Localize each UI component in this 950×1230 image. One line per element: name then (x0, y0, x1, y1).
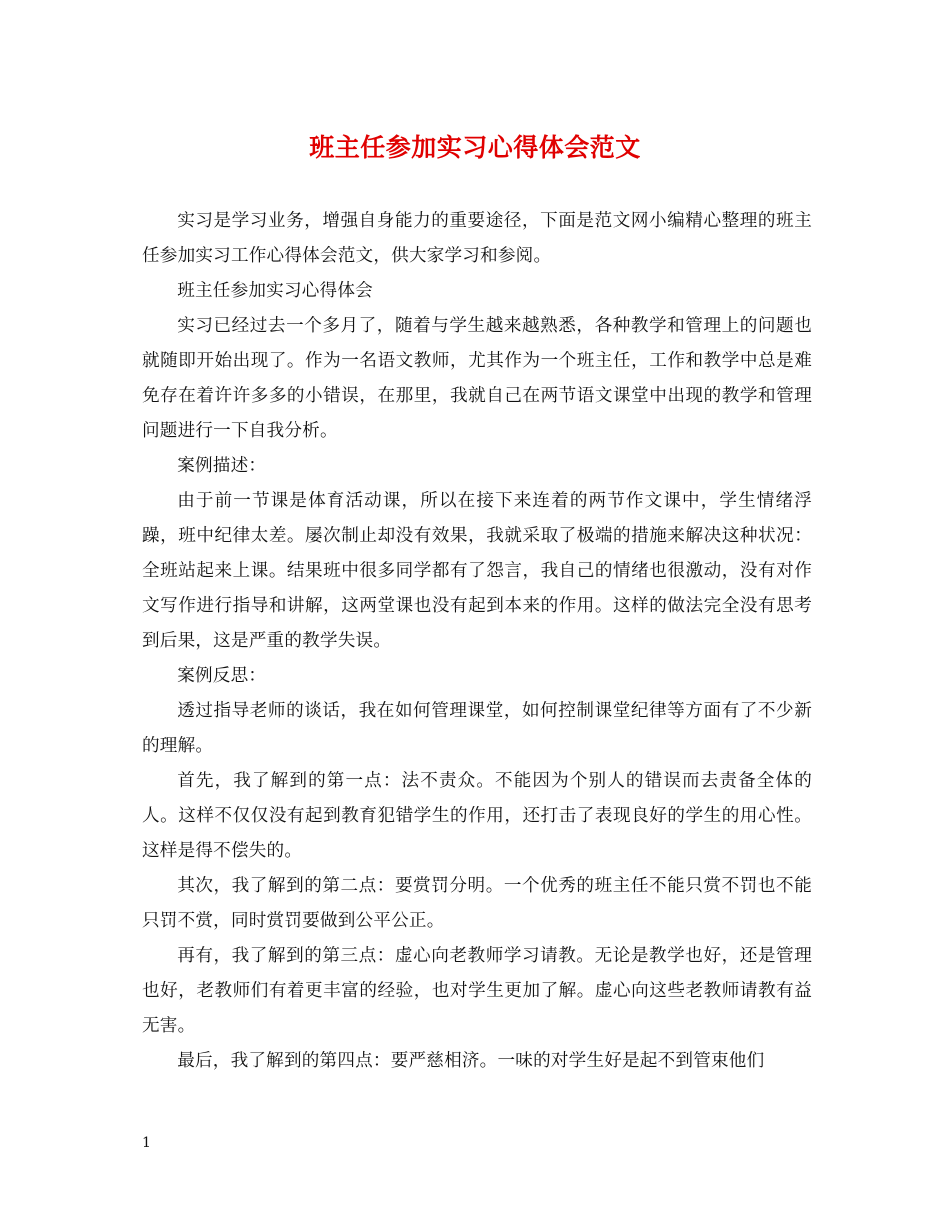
document-title: 班主任参加实习心得体会范文 (309, 133, 641, 162)
paragraph: 透过指导老师的谈话，我在如何管理课堂，如何控制课堂纪律等方面有了不少新的理解。 (142, 701, 812, 756)
section-label: 案例描述： (177, 456, 267, 476)
document-body (142, 204, 812, 1079)
section-heading: 班主任参加实习心得体会 (177, 281, 373, 301)
paragraph: 最后，我了解到的第四点：要严慈相济。一味的对学生好是起不到管束他们 (177, 1051, 765, 1071)
paragraph: 由于前一节课是体育活动课，所以在接下来连着的两节作文课中，学生情绪浮躁，班中纪律太差。屡次制止却没有效果，我就采取了极端的措施来解决这种状况：全班站起来上课。结果班中很多同学都有了怨言，我自己的情绪也很激动，没有对作文写作进行指导和讲解，这两堂课也没有起到本来的作用。这样的做法完全没有思考到后果，这是严重的教学失误。 (142, 491, 812, 651)
paragraph: 首先，我了解到的第一点：法不责众。不能因为个别人的错误而去责备全体的人。这样不仅仅没有起到教育犯错学生的作用，还打击了表现良好的学生的用心性。这样是得不偿失的。 (142, 771, 812, 861)
paragraph: 实习是学习业务，增强自身能力的重要途径，下面是范文网小编精心整理的班主任参加实习工作心得体会范文，供大家学习和参阅。 (142, 211, 812, 266)
page-number: 1 (142, 1135, 151, 1151)
paragraph: 再有，我了解到的第三点：虚心向老教师学习请教。无论是教学也好，还是管理也好，老教师们有着更丰富的经验，也对学生更加了解。虚心向这些老教师请教有益无害。 (142, 946, 812, 1036)
paragraph: 其次，我了解到的第二点：要赏罚分明。一个优秀的班主任不能只赏不罚也不能只罚不赏，同时赏罚要做到公平公正。 (142, 876, 812, 931)
paragraph: 实习已经过去一个多月了，随着与学生越来越熟悉，各种教学和管理上的问题也就随即开始出现了。作为一名语文教师，尤其作为一个班主任，工作和教学中总是难免存在着许许多多的小错误，在那里，我就自己在两节语文课堂中出现的教学和管理问题进行一下自我分析。 (142, 316, 812, 441)
section-label: 案例反思： (177, 666, 267, 686)
